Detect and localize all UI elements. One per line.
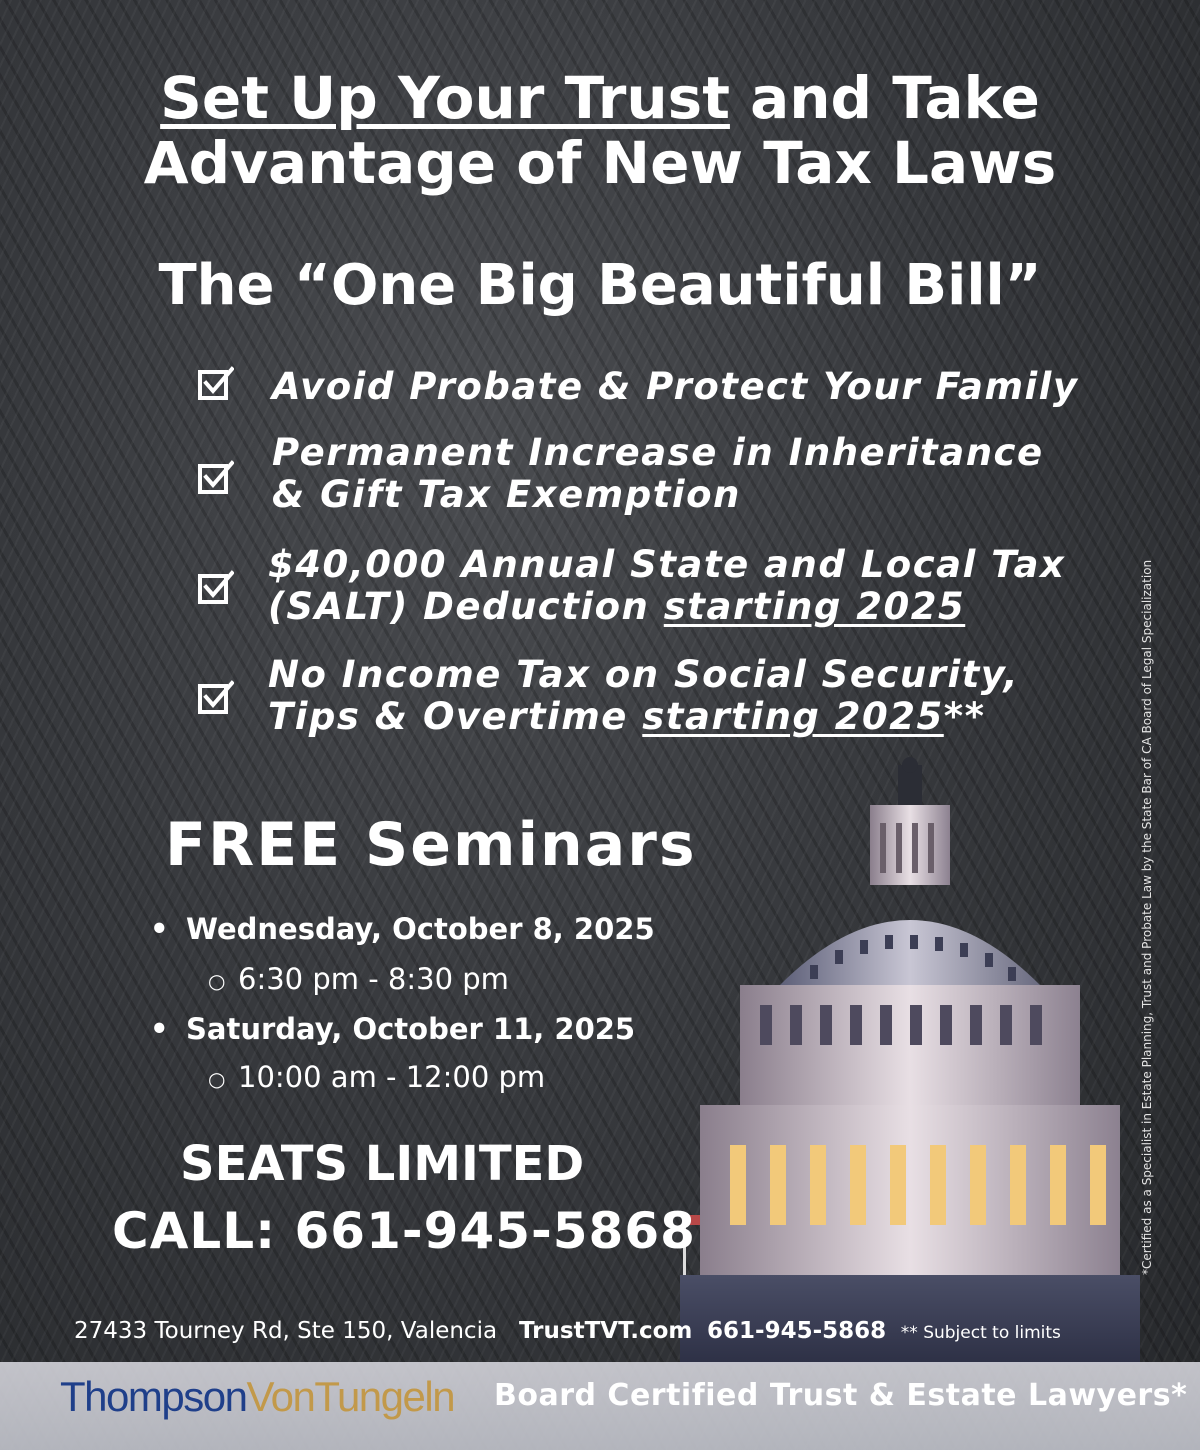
session-date: • Saturday, October 11, 2025 [150, 1012, 636, 1046]
benefit-line2: & Gift Tax Exemption [272, 473, 741, 516]
headline [0, 66, 1200, 196]
sub-bullet-icon: ○ [208, 969, 226, 993]
benefit-text [268, 544, 1065, 628]
bullet-icon: • [150, 1012, 169, 1046]
firm-tagline: Board Certified Trust & Estate Lawyers* [494, 1378, 1188, 1413]
benefit-line2: Tips & Overtime [268, 695, 643, 738]
call-phone[interactable]: CALL: 661-945-5868 [112, 1202, 696, 1260]
benefit-underlined: starting 2025 [642, 695, 944, 738]
benefit-line1: $40,000 Annual State and Local Tax [268, 543, 1066, 586]
sub-bullet-icon: ○ [208, 1067, 226, 1091]
checked-box-icon [198, 680, 234, 716]
disclaimer: ** Subject to limits [900, 1323, 1061, 1343]
checked-box-icon [198, 460, 234, 496]
bullet-icon: • [150, 912, 169, 946]
benefit-line1: Permanent Increase in Inheritance [272, 431, 1044, 474]
benefit-text: Avoid Probate & Protect Your Family [272, 365, 1079, 408]
checked-box-icon [198, 366, 234, 402]
headline-line2: Advantage of New Tax Laws [143, 128, 1057, 197]
checked-box-icon [198, 570, 234, 606]
seminars-title: FREE Seminars [165, 810, 697, 880]
address: 27433 Tourney Rd, Ste 150, Valencia [74, 1318, 498, 1344]
headline-line1-rest: and Take [729, 64, 1040, 132]
benefit-text [268, 654, 1019, 738]
session-date: • Wednesday, October 8, 2025 [150, 912, 655, 946]
brand-bar [0, 1362, 1200, 1450]
seats-limited: SEATS LIMITED [180, 1136, 585, 1192]
certification-note: *Certified as a Specialist in Estate Planning, Trust and Probate Law by the State Bar of CA Board of Legal Specialization [1140, 559, 1154, 1275]
firm-logo: ThompsonVonTungeln [60, 1373, 455, 1420]
benefit-asterisks: ** [943, 695, 986, 738]
capitol-dome-image [660, 745, 1160, 1365]
footer-phone[interactable]: 661-945-5868 [707, 1318, 887, 1344]
session-time: ○ 6:30 pm - 8:30 pm [208, 962, 509, 996]
headline-underlined: Set Up Your Trust [160, 64, 730, 132]
website-link[interactable]: TrustTVT.com [519, 1318, 693, 1344]
session-time: ○ 10:00 am - 12:00 pm [208, 1060, 546, 1094]
benefit-text [272, 432, 1044, 516]
benefit-line2: (SALT) Deduction [268, 585, 664, 628]
subheading: The “One Big Beautiful Bill” [158, 253, 1042, 318]
benefit-line1: No Income Tax on Social Security, [268, 653, 1020, 696]
benefit-underlined: starting 2025 [663, 585, 966, 628]
footer-contact [74, 1318, 1061, 1344]
